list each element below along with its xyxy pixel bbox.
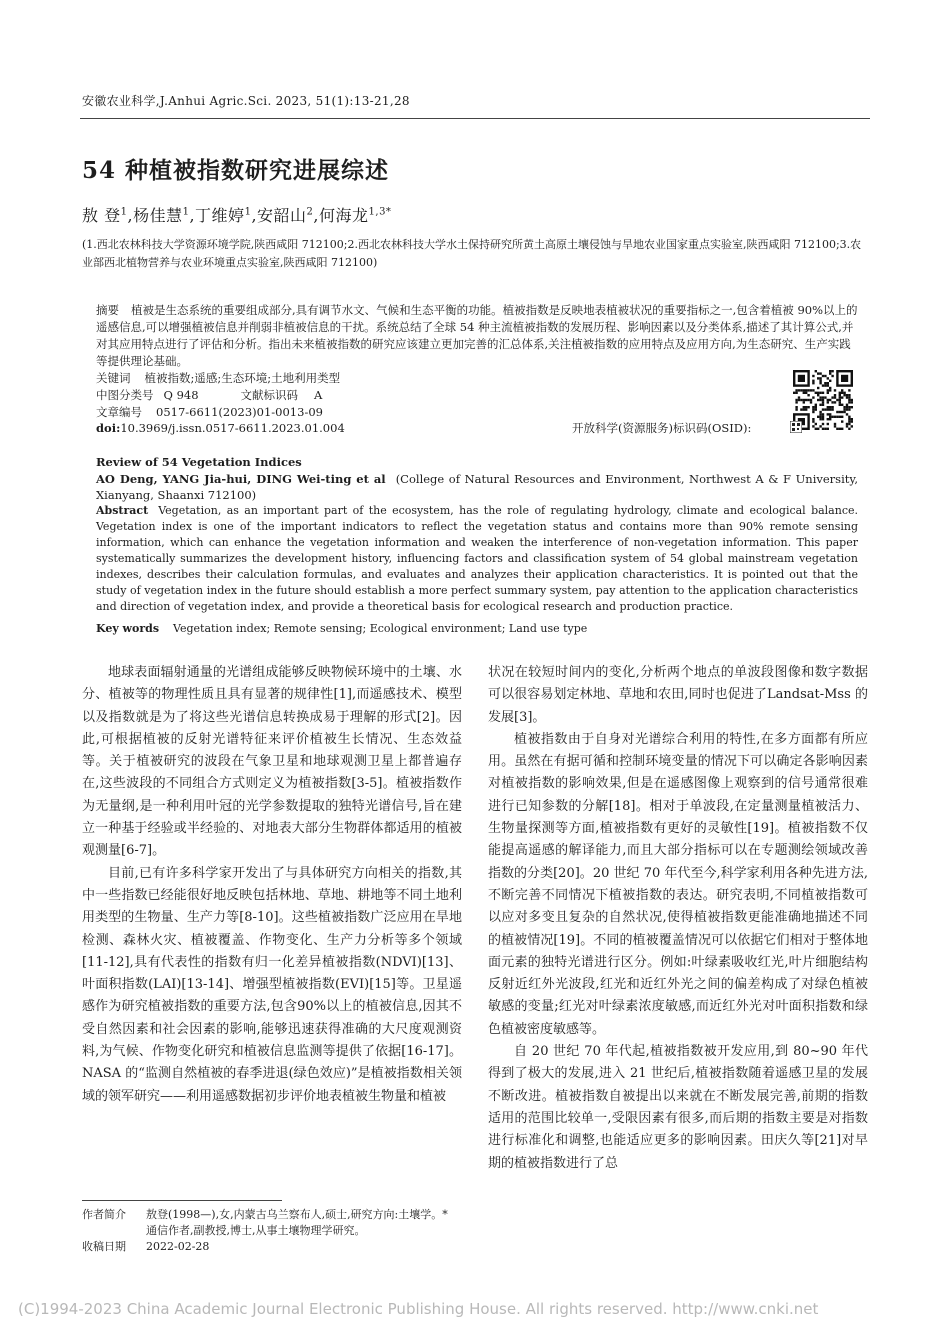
body-column-left — [82, 662, 462, 1108]
english-keywords-text: Vegetation index; Remote sensing; Ecological environment; Land use type — [173, 622, 588, 635]
english-author-names: AO Deng, YANG Jia-hui, DING Wei-ting et al — [96, 472, 386, 486]
author-name: 敖 登 — [82, 206, 121, 225]
english-abstract — [96, 503, 858, 615]
keywords-cn-label: 关键词 — [96, 371, 131, 385]
english-affiliation: (College of Natural Resources and Environment, Northwest A & F University, Xianyang, Shaanxi 712100) — [96, 472, 859, 502]
clc-label: 中图分类号 — [96, 388, 154, 402]
doi-value[interactable]: 10.3969/j.issn.0517-6611.2023.01.004 — [120, 421, 345, 435]
author-separator: , — [251, 206, 258, 225]
author-affiliation-mark: 2 — [306, 206, 314, 218]
body-paragraph: 目前,已有许多科学家开发出了与具体研究方向相关的指数,其中一些指数已经能很好地反映包括林地、草地、耕地等不同土地利用类型的生物量、生产力等[8-10]。这些植被指数广泛应用在旱地检测、森林火灾、植被覆盖、作物变化、生产力分析等多个领域[11-12],具有代表性的指数有归一化差异植被指数(NDVI)[13]、叶面积指数(LAI)[13-14]、增强型植被指数(EVI)[15]等。卫星遥感作为研究植被指数的重要方法,包含90%以上的植被信息,因其不受自然因素和社会因素的影响,能够迅速获得准确的大尺度观测资料,为气候、作物变化研究和植被信息监测等提供了依据[16-17]。NASA 的“监测自然植被的春季进退(绿色效应)”是植被指数相关领域的领军研究——利用遥感数据初步评价地表植被生物量和植被 — [82, 865, 462, 1104]
osid-small-qr-icon — [790, 421, 802, 433]
body-column-right — [488, 662, 868, 1175]
body-paragraph: 自 20 世纪 70 年代起,植被指数被开发应用,到 80~90 年代得到了极大的发展,进入 21 世纪后,植被指数随着遥感卫星的发展不断改进。植被指数自被提出以来就在不断发展完善,前期的指数适用的范围比较单一,受限因素有很多,而后期的指数主要是对指数进行标准化和调整,也能适应更多的影响因素。田庆久等[21]对早期的植被指数进行了总 — [488, 1044, 868, 1171]
author-separator: , — [127, 206, 134, 225]
body-paragraph: 植被指数由于自身对光谱综合利用的特性,在多方面都有所应用。虽然在有据可循和控制环境变量的情况下可以确定各影响因素对植被指数的影响效果,但是在遥感图像上观察到的信号通常很难进行已知参数的分解[18]。相对于单波段,在定量测量植被活力、生物量探测等方面,植被指数有更好的灵敏性[19]。植被指数不仅能提高遥感的解译能力,而且大部分指标可以在专题测绘领域改善指数的分类[20]。20 世纪 70 年代至今,科学家利用各种先进方法,不断完善不同情况下植被指数的表达。研究表明,不同植被指数可以应对多变且复杂的自然状况,使得植被指数更能准确地描述不同的植被情况[19]。不同的植被覆盖情况可以依据它们相对于整体地面元素的独特光谱进行区分。例如:叶绿素吸收红光,叶片细胞结构反射近红外光波段,红光和近红外光之间的偏差构成了对绿色植被敏感的变量;红光对叶绿素浓度敏感,而近红外光对叶面积指数和绿色植被密度敏感等。 — [488, 731, 868, 1037]
doi — [96, 421, 345, 435]
received-date-label: 收稿日期 — [82, 1240, 126, 1253]
author-bio-text: 敖登(1998—),女,内蒙古乌兰察布人,硕士,研究方向:土壤学。* 通信作者,副教授,博士,从事土壤物理学研究。 — [146, 1208, 448, 1237]
doi-label: doi: — [96, 421, 121, 435]
english-title: Review of 54 Vegetation Indices — [96, 455, 302, 469]
author-affiliation-mark: 1 — [120, 206, 128, 218]
author-name: 杨佳慧 — [133, 206, 183, 225]
abstract-cn — [96, 302, 858, 370]
footnote — [82, 1207, 462, 1255]
clc-value: Q 948 — [163, 388, 199, 402]
doc-code-label: 文献标识码 — [240, 388, 299, 402]
body-paragraph: 地球表面辐射通量的光谱组成能够反映物候环境中的土壤、水分、植被等的物理性质且具有显著的规律性[1],而遥感技术、模型以及指数就是为了将这些光谱信息转换成易于理解的形式[2]。因此,可根据植被的反射光谱特征来评价植被生长情况、生态效益等。关于植被研究的波段在气象卫星和地球观测卫星上都普遍存在,这些波段的不同组合方式则定义为植被指数[3-5]。植被指数作为无量纲,是一种利用叶冠的光学参数提取的独特光谱信号,旨在建立一种基于经验或半经验的、对地表大部分生物群体都适用的植被观测量[6-7]。 — [82, 665, 462, 859]
author-name: 安韶山 — [257, 206, 307, 225]
article-no-value: 0517-6611(2023)01-0013-09 — [156, 405, 323, 419]
qr-code-icon[interactable] — [793, 370, 853, 430]
english-abstract-label: Abstract — [96, 504, 149, 517]
running-head: 安徽农业科学,J.Anhui Agric.Sci. 2023, 51(1):13-21,28 — [82, 94, 410, 108]
osid-label: 开放科学(资源服务)标识码(OSID): — [572, 421, 752, 435]
abstract-cn-text: 植被是生态系统的重要组成部分,具有调节水文、气候和生态平衡的功能。植被指数是反映地表植被状况的重要指标之一,包含着植被 90%以上的遥感信息,可以增强植被信息并削弱非植被信息的干扰。系统总结了全球 54 种主流植被指数的发展历程、影响因素以及分类体系,描述了其计算公式,并对其应用特点进行了评估和分析。指出未来植被指数的研究应该建立更加完善的汇总体系,关注植被指数的应用特点及应用方向,为生态研究、生产实践等提供理论基础。 — [96, 303, 858, 368]
abstract-cn-label: 摘要 — [96, 303, 119, 317]
keywords-cn-text: 植被指数;遥感;生态环境;土地利用类型 — [144, 371, 341, 385]
article-no-label: 文章编号 — [96, 405, 142, 419]
author-affiliation-mark: 1 — [244, 206, 252, 218]
paper-title: 54 种植被指数研究进展综述 — [82, 157, 390, 184]
author-separator: , — [313, 206, 320, 225]
author-list — [82, 203, 391, 226]
classification — [96, 387, 322, 403]
doc-code-value: A — [314, 388, 323, 402]
footnote-rule — [82, 1200, 282, 1201]
article-number — [96, 404, 323, 420]
author-separator: , — [189, 206, 196, 225]
body-paragraph: 状况在较短时间内的变化,分析两个地点的单波段图像和数字数据可以很容易划定林地、草地和农田,同时也促进了Landsat-Mss 的发展[3]。 — [488, 665, 868, 725]
author-name: 丁维婷 — [195, 206, 245, 225]
author-bio-label: 作者简介 — [82, 1208, 126, 1221]
received-date: 2022-02-28 — [146, 1240, 210, 1253]
affiliations: (1.西北农林科技大学资源环境学院,陕西咸阳 712100;2.西北农林科技大学水土保持研究所黄土高原土壤侵蚀与旱地农业国家重点实验室,陕西咸阳 712100;3.农业部西北植物营养与农业环境重点实验室,陕西咸阳 712100) — [82, 238, 862, 269]
copyright-footer: (C)1994-2023 China Academic Journal Electronic Publishing House. All rights reserved. http://www.cnki.net — [18, 1300, 819, 1318]
english-keywords-label: Key words — [96, 622, 160, 635]
author-affiliation-mark: 1,3* — [368, 206, 392, 218]
author-name: 何海龙 — [319, 206, 369, 225]
english-keywords — [96, 622, 587, 635]
english-authors — [96, 471, 858, 503]
keywords-cn — [96, 370, 340, 386]
header-rule — [80, 118, 870, 119]
author-affiliation-mark: 1 — [182, 206, 190, 218]
english-abstract-text: Vegetation, as an important part of the ecosystem, has the role of regulating hydrology, climate and ecological balance. Vegetation index is one of the important indicators to reflect the vegetation status and contains more than 90% remote sensing information, which can enhance the vegetation information and weaken the interference of non-vegetation information. This paper systematically summarizes the development history, influencing factors and classification system of 54 global mainstream vegetation indexes, describes their calculation formulas, and evaluates and analyzes their application characteristics. It is pointed out that the study of vegetation index in the future should establish a more perfect summary system, pay attention to the application characteristics and direction of vegetation index, and provide a theoretical basis for ecological research and production practice. — [96, 504, 858, 613]
